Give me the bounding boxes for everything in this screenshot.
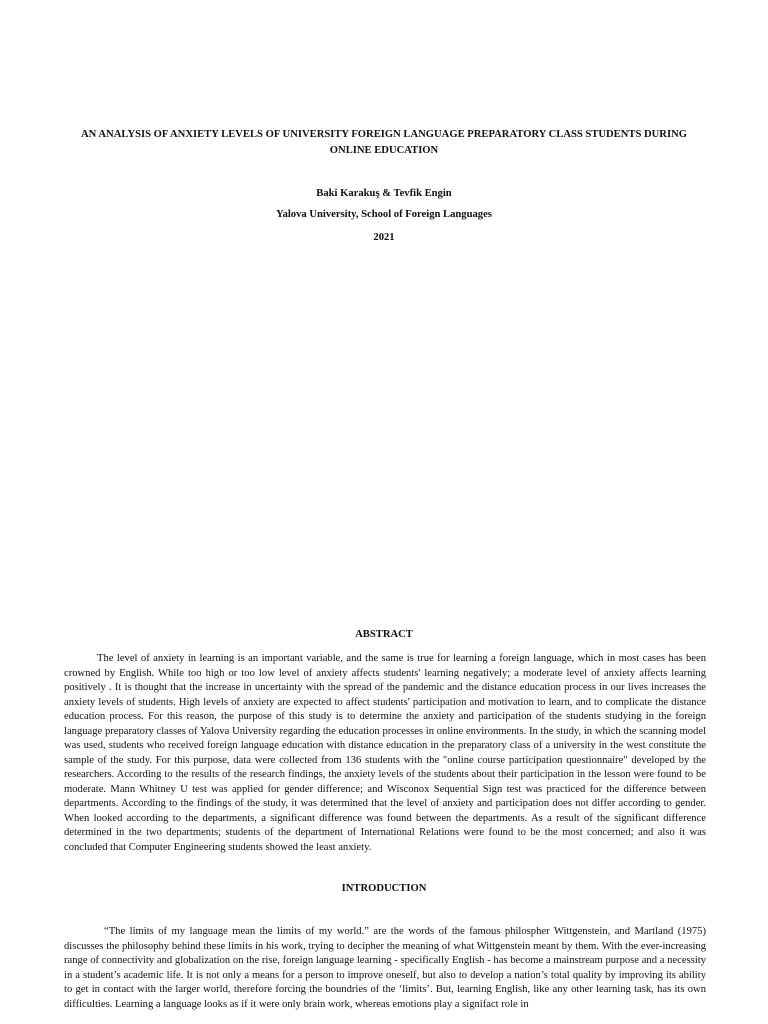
publication-year: 2021 bbox=[373, 232, 395, 243]
author-affiliation: Yalova University, School of Foreign Languages bbox=[276, 209, 492, 220]
abstract-heading: ABSTRACT bbox=[355, 629, 413, 640]
paper-title: AN ANALYSIS OF ANXIETY LEVELS OF UNIVERSITY FOREIGN LANGUAGE PREPARATORY CLASS STUDENTS DURING ONLINE EDUCATION bbox=[81, 129, 687, 156]
introduction-heading: INTRODUCTION bbox=[341, 883, 427, 894]
introduction-paragraph: “The limits of my language mean the limits of my world.” are the words of the famous philospher Wittgenstein, and Martland (1975) discusses the philosophy behind these limits in his work, trying to decipher the meaning of what Wittgenstein meant by them. With the ever-increasing range of connectivity and globalization on the rise, foreign language learning - specifically English - has become a mainstream purpose and a necessity in a student’s academic life. It is not only a means for a person to improve oneself, but also to develop a nation’s total quality by improving its ability to get in contact with the larger world, therefore forcing the boundries of the ‘limits’. But, learning English, like any other learning task, has its own difficulties. Learning a language looks as if it were only brain work, whereas emotions play a signifact role in bbox=[64, 926, 706, 1010]
abstract-paragraph: The level of anxiety in learning is an important variable, and the same is true for learning a foreign language, which in most cases has been crowned by English. While too high or too low level of anxiety affects students' learning negatively; a moderate level of anxiety affects learning positively . It is thought that the increase in uncertainty with the spread of the pandemic and the distance education process in our lives increases the anxiety levels of students. High levels of anxiety are expected to affect students' participation and motivation to learn, and to complicate the distance education process. For this reason, the purpose of this study is to determine the anxiety and participation of the students studying in the foreign language preparatory classes of Yalova University regarding the education processes in online environments. In the study, in which the scanning model was used, students who received foreign language education with distance education in the preparatory class of a university in the west constitute the sample of the study. For this purpose, data were collected from 136 students with the "online course participation questionnaire" developed by the researchers. According to the results of the research findings, the anxiety levels of the students about their participation in the lesson were found to be moderate. Mann Whitney U test was applied for gender difference; and Wisconox Sequential Sign test was practiced for the difference between departments. According to the findings of the study, it was determined that the level of anxiety and participation does not differ according to gender. When looked according to the departments, a significant difference was found between the departments. As a result of the significant difference determined in the two departments; students of the department of International Relations were found to be the most concerned; and also it was concluded that Computer Engineering students showed the least anxiety. bbox=[64, 653, 706, 853]
author-names: Baki Karakuş & Tevfik Engin bbox=[316, 188, 452, 199]
